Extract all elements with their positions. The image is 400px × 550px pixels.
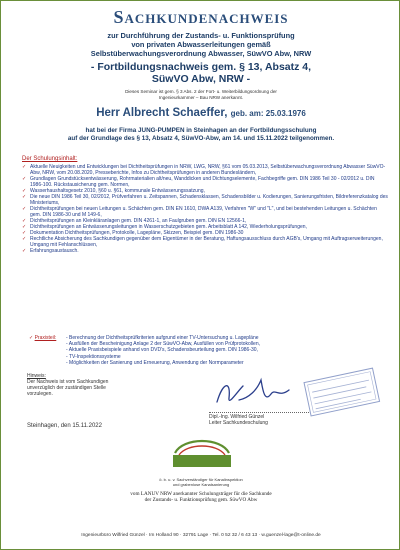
list-item: ✓ Dichtheitsprüfungen an Kleinkläranlagen gem. DIN 4261-1, an Faulgruben gem. DIN EN 12566-1,: [22, 218, 247, 224]
list-item: ✓ Dichtheitsprüfungen bei neuen Leitungen u. Schächten gem. DIN EN 1610, DWA A139, Verfahren "W" und "L", und bei bestehenden Leitungen u. Schächten gem. DIN 1986-30 und M 149-6,: [22, 206, 377, 218]
list-item: - Berechnung der Dichtheitsprüfkriterien aufgrund einer TV-Untersuchung u. Lagepläne: [66, 335, 259, 341]
bullet-icon: ✓: [22, 224, 27, 230]
heading-line: von privaten Abwasserleitungen gemäß: [131, 40, 271, 49]
statement-line: hat bei der Firma JUNG-PUMPEN in Steinhagen an der Fortbildungsschulung: [85, 127, 317, 134]
bullet-icon: ✓: [22, 164, 27, 170]
practice-list: [66, 335, 366, 366]
course-content-title: Der Schulungsinhalt:: [22, 156, 78, 162]
signer-role: Leiter Sachkundeschulung: [209, 420, 268, 426]
subheading-line: - Fortbildungsnachweis gem. § 13, Absatz 4,: [90, 61, 312, 73]
course-content-list: [22, 164, 388, 254]
notice-text: Der Nachweis ist vom Sachkundigen unverzüglich der zuständigen Stelle vorzulegen.: [27, 379, 109, 397]
bullet-icon: ✓: [22, 206, 27, 212]
participant-line: [1, 107, 400, 119]
practice-label: Praxisteil:: [34, 335, 57, 341]
logo-subtitle-line: ö. b. u. v. Sachverständiger für Kanalinspektion: [159, 477, 243, 482]
list-item: ✓ Wasserhaushaltsgesetz 2010, §60 u. §61, kommunale Entwässerungssatzung,: [22, 188, 205, 194]
signer-block: [209, 412, 309, 426]
list-item: - TV-Inspektionssysteme: [66, 353, 121, 360]
list-item: - Möglichkeiten der Sanierung und Erneuerung, Anwendung der Normparameter: [66, 359, 244, 366]
heading-line: Selbstüberwachungsverordnung Abwasser, SüwVO Abw, NRW: [90, 49, 312, 58]
list-item: - Aktuelle Praxisbeispiele anhand von DVD's, Schadensbeurteilung gem. DIN 1986-30,: [66, 347, 258, 354]
list-item: ✓ Die neue DIN 1986 Teil 30, 02/2012, Prüfverfahren u. Zeitspannen, Schadensklassen, Schadensbilder u. Kodierungen, Sanierungsfristen, Bildreferenzkatalog des Ministeriums,: [22, 194, 388, 206]
bullet-icon: ✓: [22, 248, 27, 254]
bullet-icon: ✓: [22, 176, 27, 182]
subheading-line: SüwVO Abw, NRW -: [151, 73, 251, 85]
logo-subtitle-line: und grabenlose Kanalsanierung: [172, 482, 230, 487]
notice-box: [27, 373, 112, 397]
document-title: Sachkundenachweis: [113, 7, 289, 27]
bullet-icon: ✓: [22, 236, 27, 242]
list-item: ✓ Aktuelle Neuigkeiten und Entwicklungen bei Dichtheitsprüfungen in NRW, LWG, NRW, §61 vom 05.03.2013, Selbstüberwachungsverordnung Abwasser SüwVO-Abw, NRW, vom 20.08.2020, Presseberichte, Infos zu Dichtheitsprüfungen in anderen Bundesländern,: [22, 164, 386, 176]
bullet-icon: ✓: [29, 335, 34, 341]
bullet-icon: ✓: [22, 230, 27, 236]
place-and-date: Steinhagen, den 15.11.2022: [27, 423, 102, 429]
heading-line: zur Durchführung der Zustands- u. Funktionsprüfung: [107, 31, 295, 40]
list-item: ✓ Erfahrungsaustausch.: [22, 248, 79, 254]
bullet-icon: ✓: [22, 188, 27, 194]
note-line: Ingenieurkammer – Bau NRW anerkannt.: [158, 95, 244, 100]
lanuv-line: vom LANUV NRW anerkannter Schulungsträger für die Sachkunde: [130, 491, 272, 497]
participant-dob: geb. am: 25.03.1976: [230, 109, 306, 118]
certificate-heading: [1, 31, 400, 58]
notice-label: Hinweis:: [27, 373, 46, 379]
certificate-subheading: [1, 61, 400, 85]
list-item: ✓ Dichtheitsprüfungen an Entwässerungsleitungen in Wasserschutzgebieten gem. Arbeitsblatt A 142, Wiederholungsprüfungen,: [22, 224, 307, 230]
note-line: Dieses Seminar ist gem. § 3 Abs. 2 der Fort- u. Weiterbildungsordnung der: [125, 89, 277, 94]
practice-label-row: [29, 335, 59, 341]
guenzel-logo: [169, 431, 235, 471]
handwritten-signature: [209, 372, 299, 412]
logo-subtitle: [1, 477, 400, 487]
bullet-icon: ✓: [22, 194, 27, 200]
lanuv-line: der Zustands- u. Funktionsprüfung gem. SüwVO Abw: [144, 497, 258, 504]
footer-contact: Ingenieurbüro Wilfried Günzel · Im Holland 90 · 32791 Lage · Tel. 0 52 32 / 6 43 13 · w.guenzel-lage@t-online.de: [81, 533, 321, 538]
list-item: ✓ Dokumentation Dichtheitsprüfungen, Protokolle, Lagepläne, Skizzen, Beispiel gem. DIN 1986-30: [22, 230, 244, 236]
list-item: ✓ Grundlagen Grundstücksentwässerung, Rohrmaterialien alt/neu, Wanddicken und Dichtungselemente, Fachbegriffe gem. DIN 1986 Teil 30 - 02/2012 u. DIN 1986-100. Rückstausicherung gem. Normen,: [22, 176, 375, 188]
statement-line: auf der Grundlage des § 13, Absatz 4, SüwVO-Abw, am 14. und 15.11.2022 teilgenommen.: [67, 135, 335, 142]
accreditation-note: [1, 89, 400, 101]
signer-name: Dipl.-Ing. Wilfried Günzel: [209, 414, 265, 420]
official-stamp: [301, 365, 383, 421]
bullet-icon: ✓: [22, 218, 27, 224]
lanuv-recognition: [1, 491, 400, 504]
participant-name: Herr Albrecht Schaeffer,: [96, 107, 228, 119]
list-item: ✓ Rechtliche Absicherung des Sachkundigen gegenüber dem Eigentümer in der Beratung, Haftungsausschluss durch AGB's, Umgang mit Auftragserweiterungen, Umgang mit Fehlanschlüssen,: [22, 236, 383, 248]
participation-statement: [1, 127, 400, 143]
list-item: - Ausfüllen der Bescheinigung Anlage 2 der SüwVO-Abw, Ausfüllen von Prüfprotokollen,: [66, 341, 261, 348]
